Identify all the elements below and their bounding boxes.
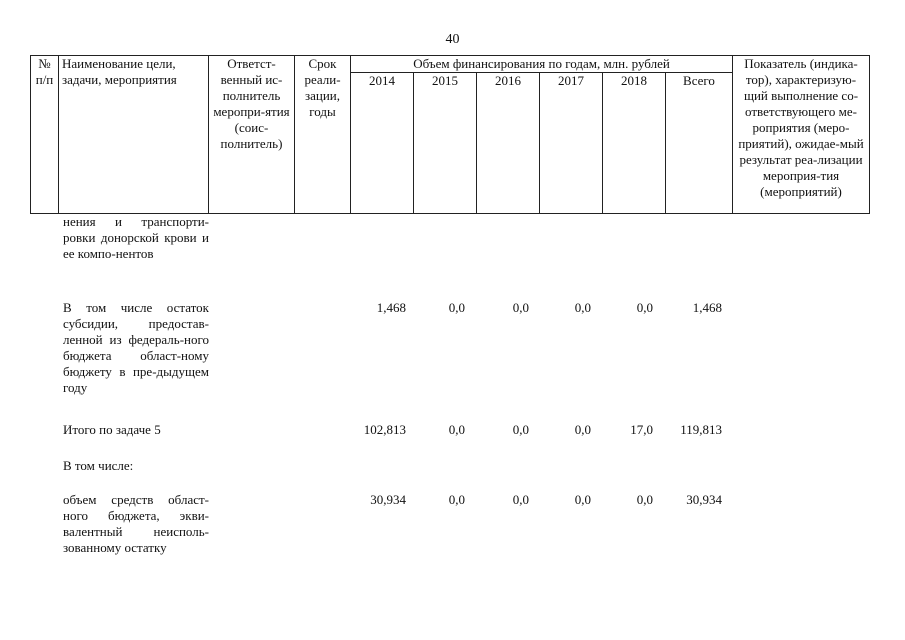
row-name-task5-total: Итого по задаче 5 xyxy=(63,422,161,437)
value-2018: 0,0 xyxy=(636,492,653,507)
value-2017: 0,0 xyxy=(574,492,591,507)
value-2015: 0,0 xyxy=(448,422,465,437)
header-term: Срок реали-зации, годы xyxy=(295,56,351,214)
table-header xyxy=(30,55,870,214)
header-year-2015: 2015 xyxy=(414,73,477,214)
value-2016: 0,0 xyxy=(512,492,529,507)
header-name: Наименование цели, задачи, мероприятия xyxy=(59,56,209,214)
value-2016: 0,0 xyxy=(512,422,529,437)
header-number: № п/п xyxy=(31,56,59,214)
value-2016: 0,0 xyxy=(512,300,529,315)
value-total: 30,934 xyxy=(686,492,722,507)
page-number: 40 xyxy=(445,32,460,47)
value-2014: 102,813 xyxy=(363,422,406,437)
header-year-2017: 2017 xyxy=(540,73,603,214)
row-name-continuation: нения и транспорти-ровки донорской крови и ее компо-нентов xyxy=(63,214,209,261)
value-total: 119,813 xyxy=(680,422,722,437)
row-values-subsidy-balance xyxy=(30,300,722,316)
value-2015: 0,0 xyxy=(448,492,465,507)
value-2017: 0,0 xyxy=(574,300,591,315)
header-year-2016: 2016 xyxy=(477,73,540,214)
row-name-including: В том числе: xyxy=(63,458,134,473)
row-values-task5-total xyxy=(30,422,722,438)
header-indicator: Показатель (индика-тор), характеризую-щий выполнение со-ответствующего ме-роприятия (меро-приятий), ожидае-мый результат реа-лизации мероприя-тия (мероприятий) xyxy=(733,56,870,214)
header-year-2018: 2018 xyxy=(603,73,666,214)
value-2018: 17,0 xyxy=(630,422,653,437)
value-total: 1,468 xyxy=(692,300,722,315)
value-2014: 30,934 xyxy=(370,492,406,507)
header-responsible: Ответст-венный ис-полнитель меропри-ятия (соис-полнитель) xyxy=(209,56,295,214)
value-2014: 1,468 xyxy=(376,300,406,315)
header-funding: Объем финансирования по годам, млн. рублей xyxy=(351,56,733,73)
row-values-regional-budget xyxy=(30,492,722,508)
row-name-subsidy-balance: В том числе остаток субсидии, предостав-ленной из федераль-ного бюджета област-ному бюджету в пре-дыдущем году xyxy=(63,300,209,395)
value-2015: 0,0 xyxy=(448,300,465,315)
value-2017: 0,0 xyxy=(574,422,591,437)
value-2018: 0,0 xyxy=(636,300,653,315)
header-total: Всего xyxy=(666,73,733,214)
header-year-2014: 2014 xyxy=(351,73,414,214)
row-name-regional-budget: объем средств област-ного бюджета, экви-валентный неисполь-зованному остатку xyxy=(63,492,209,555)
